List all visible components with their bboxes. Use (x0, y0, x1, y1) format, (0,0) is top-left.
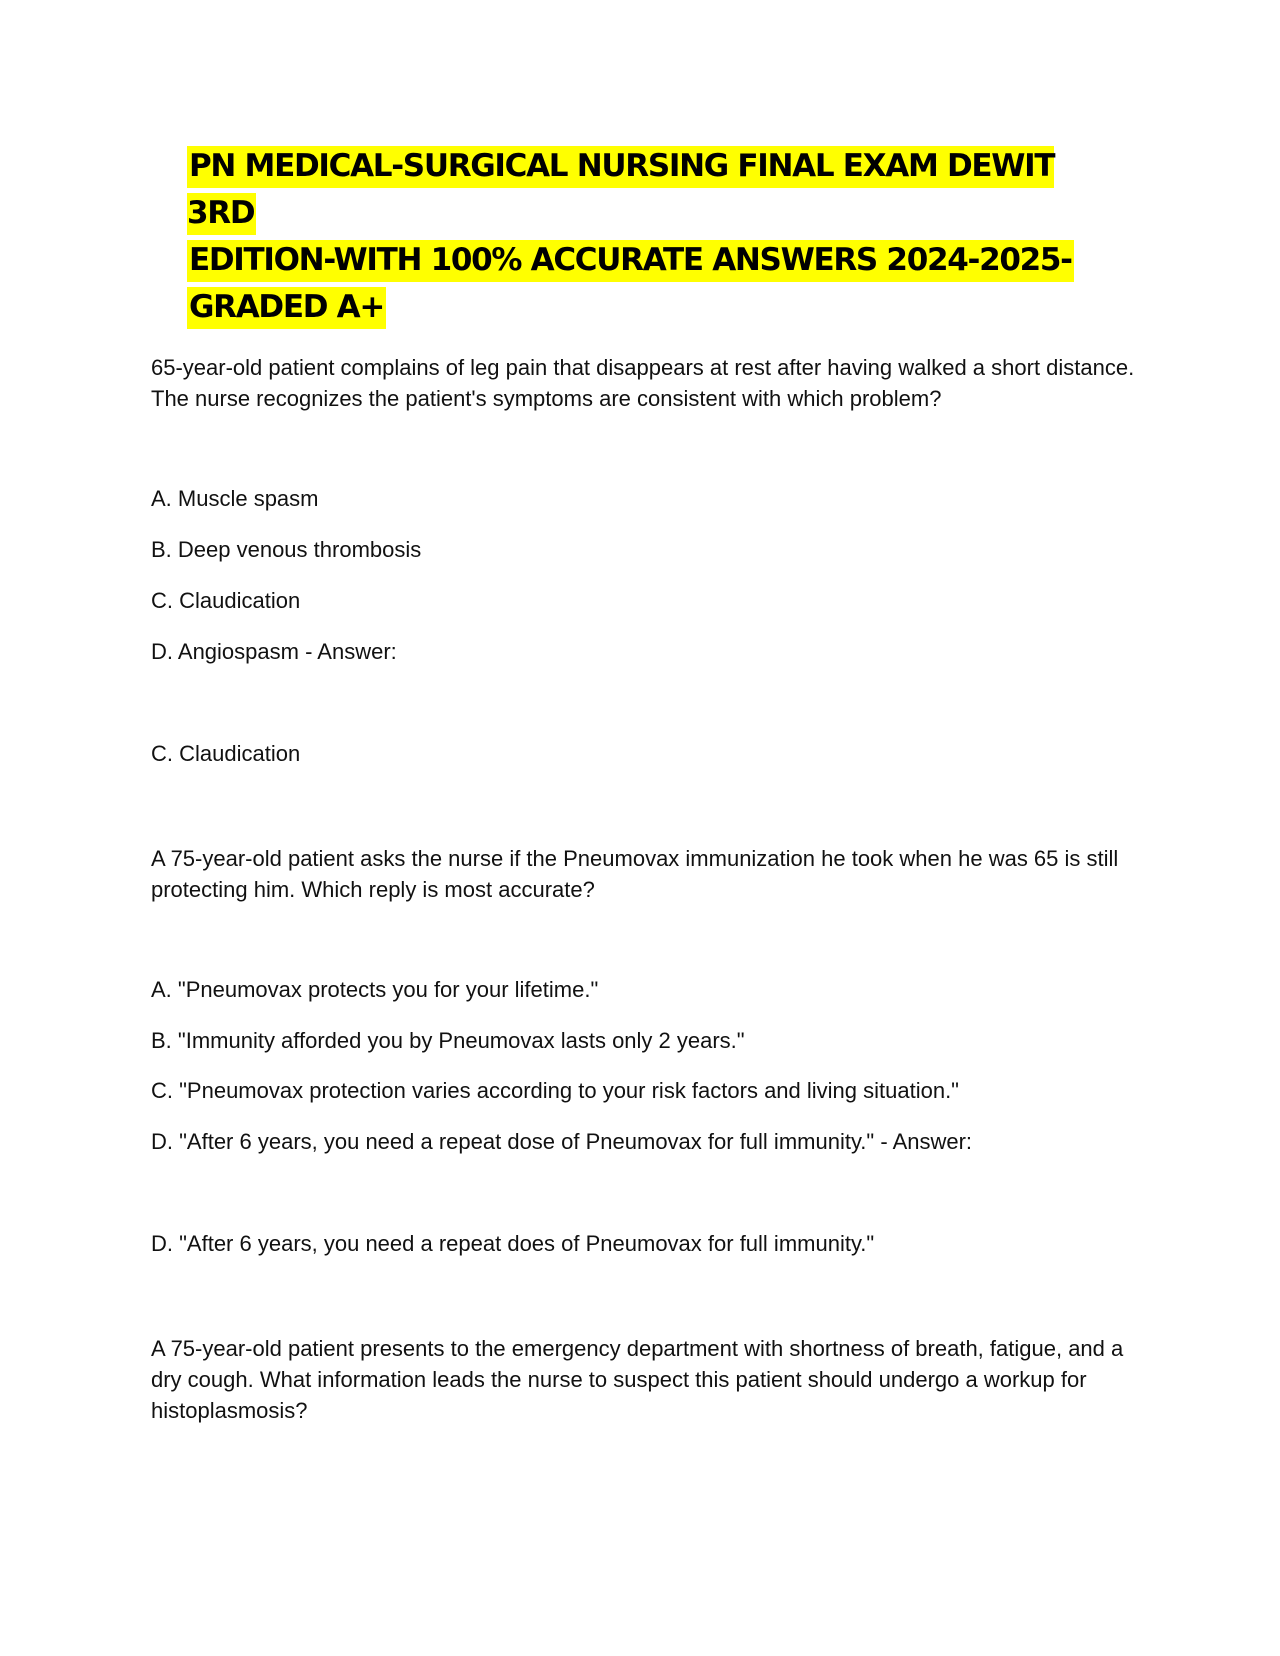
document-title (187, 143, 1117, 331)
question-2-answer: D. "After 6 years, you need a repeat does of Pneumovax for full immunity." (151, 1231, 875, 1256)
title-line-3: GRADED A+ (187, 287, 386, 329)
question-2-option-a: A. "Pneumovax protects you for your lifetime." (151, 977, 599, 1002)
question-1-option-b: B. Deep venous thrombosis (151, 537, 422, 562)
question-3-stem: A 75-year-old patient presents to the emergency department with shortness of breath, fatigue, and a dry cough. What information leads the nurse to suspect this patient should undergo a workup for histoplasmosis? (151, 1336, 1124, 1423)
question-2-option-d: D. "After 6 years, you need a repeat dose of Pneumovax for full immunity." - Answer: (151, 1129, 973, 1154)
title-line-2: EDITION-WITH 100% ACCURATE ANSWERS 2024-2025- (187, 240, 1074, 282)
question-1-answer: C. Claudication (151, 741, 301, 766)
question-2-option-b: B. "Immunity afforded you by Pneumovax lasts only 2 years." (151, 1028, 745, 1053)
question-1-option-d: D. Angiospasm - Answer: (151, 639, 397, 664)
question-1-option-a: A. Muscle spasm (151, 486, 319, 511)
question-1-option-c: C. Claudication (151, 588, 301, 613)
title-line-1: PN MEDICAL-SURGICAL NURSING FINAL EXAM DEWIT 3RD (187, 146, 1054, 235)
question-2-stem: A 75-year-old patient asks the nurse if the Pneumovax immunization he took when he was 65 is still protecting him. Which reply is most accurate? (151, 846, 1119, 902)
question-1-stem: 65-year-old patient complains of leg pain that disappears at rest after having walked a short distance. The nurse recognizes the patient's symptoms are consistent with which problem? (151, 355, 1135, 411)
question-2-option-c: C. "Pneumovax protection varies according to your risk factors and living situation." (151, 1078, 959, 1103)
